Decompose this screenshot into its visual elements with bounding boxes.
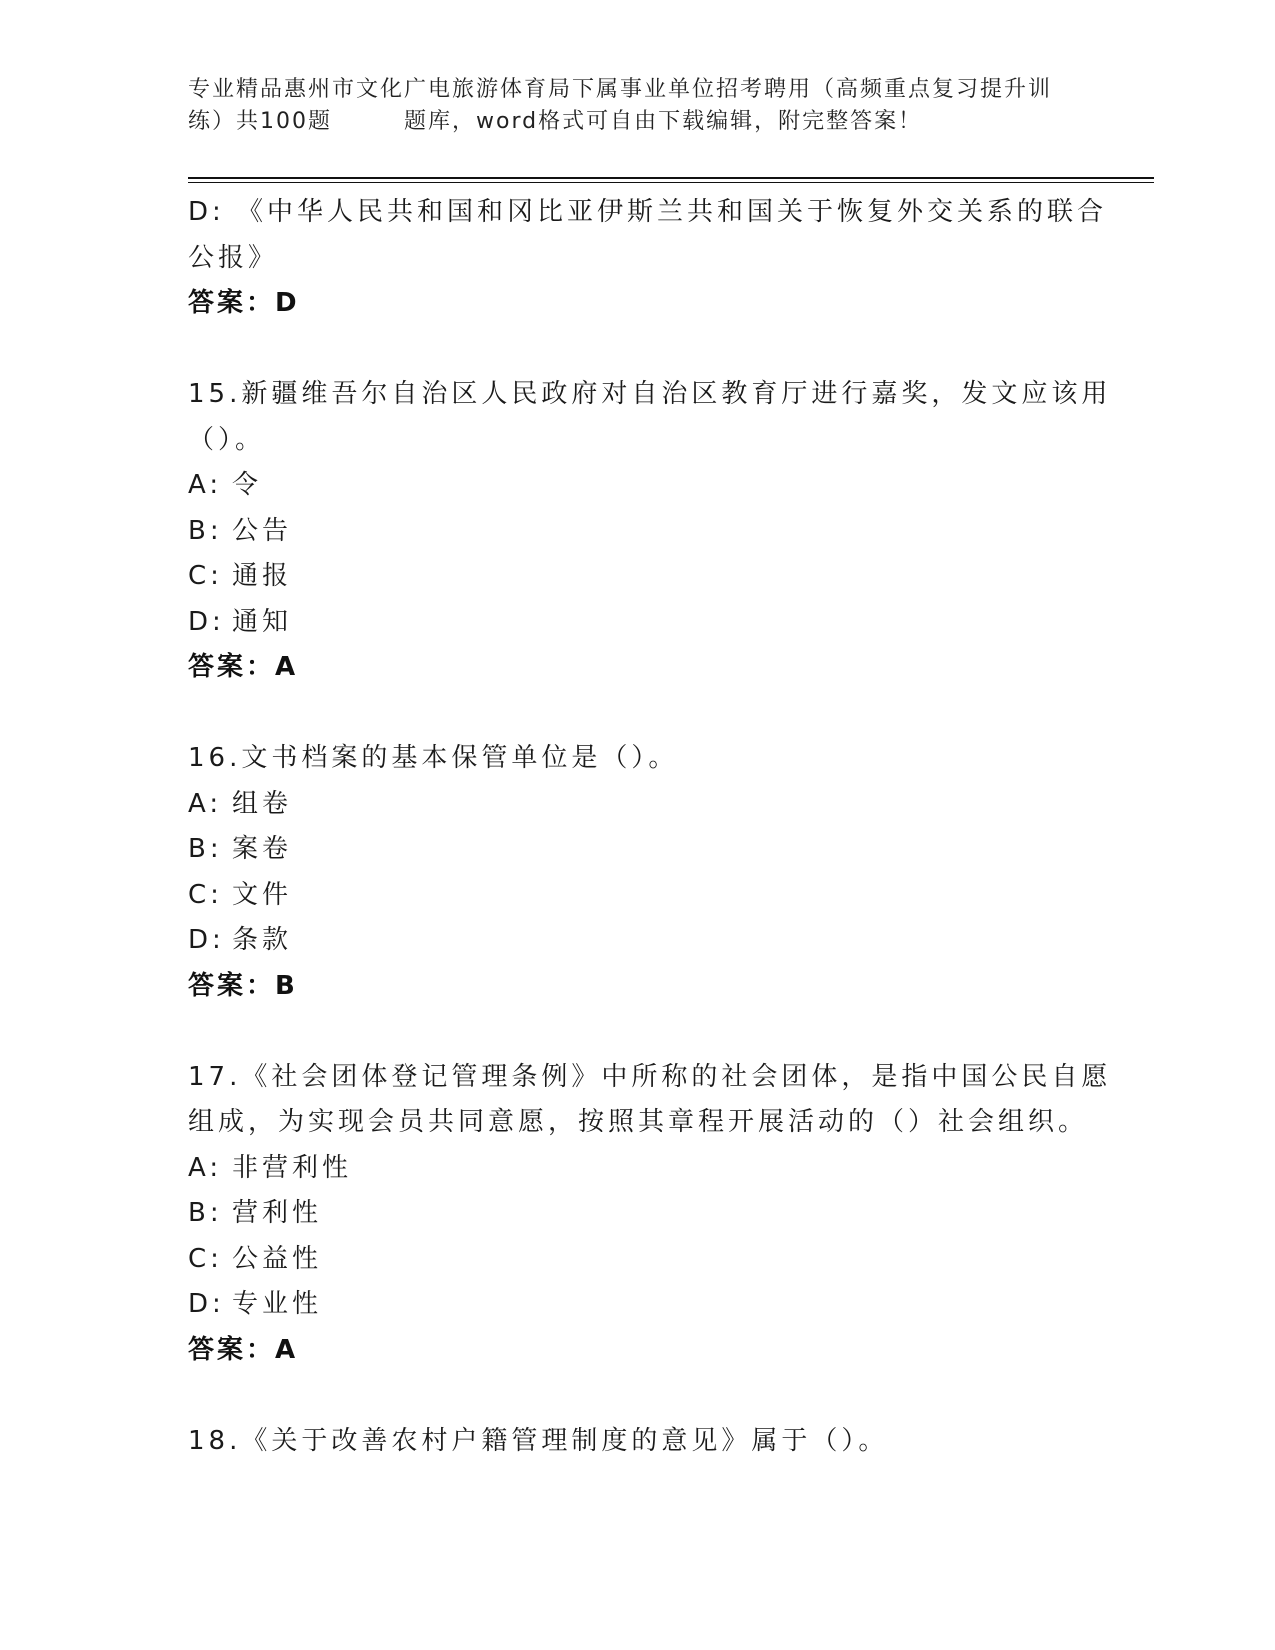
q15-option-c-text: 通报 <box>232 561 293 591</box>
q17-option-c-text: 公益性 <box>232 1243 323 1274</box>
q15-option-d <box>188 600 1088 646</box>
q16-answer: 答案：B <box>188 970 298 1001</box>
q17-option-c <box>188 1237 1088 1283</box>
q15-option-c-label: C: <box>188 561 223 591</box>
q17-option-a-text: 非营利性 <box>232 1152 353 1183</box>
q16-option-c-text: 文件 <box>232 879 293 910</box>
header-title-line2-part1: 练）共100题 <box>188 109 332 134</box>
q16-option-d-label: D: <box>188 925 225 955</box>
header-title-line2 <box>188 106 1088 138</box>
q15-option-a-text: 令 <box>232 470 263 500</box>
q17-option-a-label: A: <box>188 1152 223 1183</box>
q15-stem-line1: 15.新疆维吾尔自治区人民政府对自治区教育厅进行嘉奖，发文应该用 <box>188 379 1112 409</box>
q15-option-b-text: 公告 <box>232 515 293 546</box>
q17-option-b-label: B: <box>188 1198 223 1228</box>
q18-stem-line1: 18.《关于改善农村户籍管理制度的意见》属于（）。 <box>188 1425 889 1456</box>
q17-option-b <box>188 1191 1088 1237</box>
q16-option-a-label: A: <box>188 788 223 819</box>
q15-option-a <box>188 463 1088 509</box>
prev-answer: 答案：D <box>188 288 300 318</box>
q17-option-c-label: C: <box>188 1243 223 1274</box>
q16-option-a <box>188 782 1088 828</box>
q15-option-b <box>188 509 1088 555</box>
q15-option-a-label: A: <box>188 470 223 500</box>
q17-answer: 答案：A <box>188 1334 299 1365</box>
q17-option-d-text: 专业性 <box>232 1289 323 1319</box>
q15-stem-line2: （）。 <box>188 424 266 455</box>
q16-stem-line1: 16.文书档案的基本保管单位是（）。 <box>188 743 679 773</box>
q17-option-a <box>188 1146 1088 1192</box>
q16-option-c <box>188 873 1088 919</box>
q16-option-a-text: 组卷 <box>232 788 293 819</box>
q17-stem-line1: 17.《社会团体登记管理条例》中所称的社会团体，是指中国公民自愿 <box>188 1061 1112 1092</box>
prev-option-d-line1: D: 《中华人民共和国和冈比亚伊斯兰共和国关于恢复外交关系的联合 <box>188 197 1108 227</box>
q16-option-b <box>188 827 1088 873</box>
q15-option-b-label: B: <box>188 515 223 546</box>
q15-option-d-text: 通知 <box>232 606 293 637</box>
header-title-line1: 专业精品惠州市文化广电旅游体育局下属事业单位招考聘用（高频重点复习提升训 <box>188 77 1053 102</box>
q16-option-d-text: 条款 <box>232 925 293 955</box>
q17-option-d-label: D: <box>188 1289 225 1319</box>
q17-option-d <box>188 1282 1088 1328</box>
header-divider-thick <box>188 177 1154 179</box>
header-title-line2-part2: 题库，word格式可自由下载编辑，附完整答案！ <box>404 109 923 134</box>
q16-option-c-label: C: <box>188 879 223 910</box>
q15-option-c <box>188 554 1088 600</box>
q15-answer: 答案：A <box>188 652 299 682</box>
question-content <box>188 190 1112 1464</box>
q15-option-d-label: D: <box>188 606 225 637</box>
prev-option-d-line2: 公报》 <box>188 242 279 273</box>
header-divider-thin <box>188 182 1154 183</box>
q16-option-b-text: 案卷 <box>232 834 293 864</box>
q17-stem-line2: 组成，为实现会员共同意愿，按照其章程开展活动的（）社会组织。 <box>188 1107 1089 1137</box>
page-header <box>188 74 1088 138</box>
q16-option-d <box>188 918 1088 964</box>
q16-option-b-label: B: <box>188 834 223 864</box>
q17-option-b-text: 营利性 <box>232 1198 323 1228</box>
